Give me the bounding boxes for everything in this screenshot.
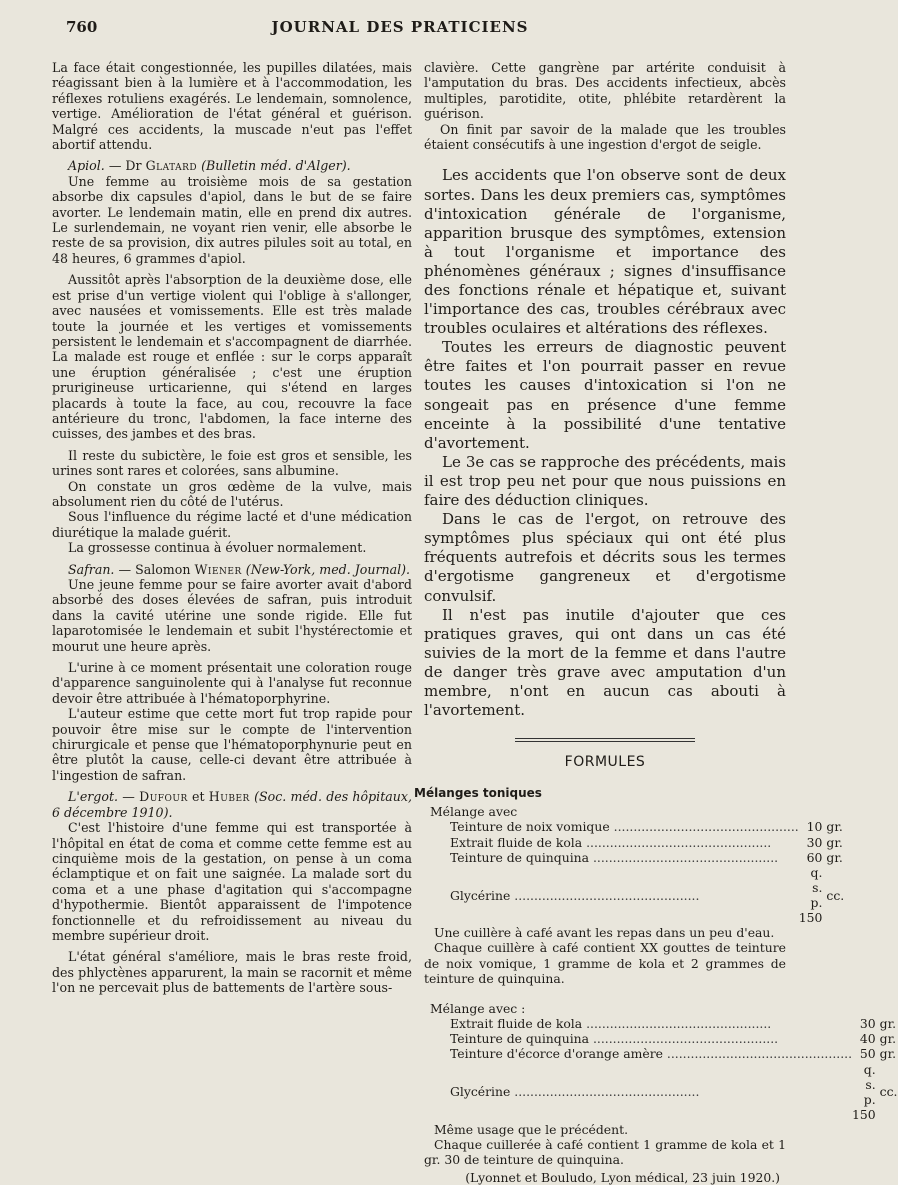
ergot-heading	[52, 789, 412, 820]
paragraph: La grossesse continua à évoluer normalement.	[68, 540, 367, 556]
ingredient-name: Extrait fluide de kola	[450, 834, 583, 850]
paragraph: La face était congestionnée, les pupilles dilatées, mais réagissant bien à la lumière et à l'accommodation, les réflexes rotuliens exagérés. Le lendemain, somnolence, vertige. Amélioration de l'état général et guérison. Malgré ces accidents, la muscade n'eut pas l'effet abortif attendu.	[52, 60, 412, 153]
author-prefix: — Dr	[108, 158, 142, 174]
mixture-label: Mélange avec :	[430, 1000, 526, 1016]
ingredient-qty: 60	[806, 849, 823, 865]
author-name: Dufour	[139, 789, 188, 805]
table-row	[450, 850, 844, 865]
paragraph: Une femme au troisième mois de sa gestation absorbe dix capsules d'apiol, dans le but de se faire avorter. Le lendemain matin, elle en prend dix autres. Le surlendemain, ne voyant rien venir, elle absorbe le reste de sa provision, dix autres pilules soit au total, en 48 heures, 6 grammes d'apiol.	[52, 173, 412, 266]
formula-source: (Lyonnet et Bouludo, Lyon médical, 23 juin 1920.)	[465, 1169, 780, 1185]
formules-title: FORMULES	[564, 754, 646, 771]
paragraph: clavière. Cette gangrène par artérite conduisit à l'amputation du bras. Des accidents infectieux, abcès multiples, parotidite, otite, phlébite retardèrent la guérison.	[424, 60, 786, 122]
table-row	[450, 865, 844, 925]
ingredient-name: Glycérine	[450, 887, 511, 903]
author-name: Huber	[208, 789, 250, 805]
table-row	[450, 819, 844, 834]
ingredient-qty: 10	[806, 819, 823, 835]
ingredient-table	[450, 819, 844, 925]
paragraph: L'état général s'améliore, mais le bras reste froid, des phlyctènes apparurent, la main se racornit et même l'on ne percevait plus de battements de l'artère sous-	[52, 949, 412, 996]
section-title: Safran.	[68, 561, 115, 577]
table-row	[450, 1046, 898, 1061]
paragraph: Il reste du subictère, le foie est gros et sensible, les urines sont rares et colorées, sans albumine.	[52, 447, 412, 479]
ingredient-qty: q. s. p. 150	[798, 865, 823, 926]
usage-note: Une cuillère à café avant les repas dans un peu d'eau.	[434, 925, 775, 941]
paragraph: Il n'est pas inutile d'ajouter que ces pratiques graves, qui ont dans un cas été suivies de la mort de la femme et dans l'autre de danger très grave avec amputation d'un membre, n'ont en aucun cas abouti à l'avortement.	[424, 605, 786, 720]
ingredient-table	[450, 1016, 898, 1122]
right-column	[414, 60, 898, 1185]
paragraph: Aussitôt après l'absorption de la deuxième dose, elle est prise d'un vertige violent qui l'oblige à s'allonger, avec nausées et vomissements. Elle est très malade toute la journée et les vertiges et vomissements persistent le lendemain et s'accompagnent de diarrhée. La malade est rouge et enflée : sur le corps apparaît une éruption généralisée ; c'est une éruption prurigineuse urticarienne, qui s'étend en larges placards à toute la face, au cou, recouvre la face antérieure du tronc, l'abdomen, la face interne des cuisses, des jambes et des bras.	[52, 272, 412, 442]
formula-subtitle: Mélanges toniques	[414, 786, 542, 801]
ingredient-unit: gr.	[879, 1015, 897, 1031]
ingredient-name: Teinture de noix vomique	[450, 819, 610, 835]
usage-note: Même usage que le précédent.	[434, 1121, 629, 1137]
ingredient-name: Teinture d'écorce d'orange amère	[450, 1046, 663, 1062]
source-citation: (New-York, med. Journal).	[245, 561, 411, 577]
author-prefix: —	[122, 789, 135, 805]
ingredient-unit: gr.	[826, 819, 843, 835]
table-row	[450, 1031, 898, 1046]
ingredient-qty: 40	[859, 1031, 876, 1047]
paragraph: On finit par savoir de la malade que les troubles étaient consécutifs à une ingestion d'ergot de seigle.	[424, 121, 786, 153]
apiol-heading	[52, 158, 412, 173]
ingredient-unit: gr.	[826, 849, 843, 865]
ingredient-qty: 50	[859, 1046, 876, 1062]
paragraph: Dans le cas de l'ergot, on retrouve des symptômes plus spéciaux qui ont été plus fréquents autrefois et décrits sous les termes d'ergotisme gangreneux et d'ergotisme convulsif.	[424, 510, 786, 605]
ingredient-qty: 30	[806, 834, 823, 850]
section-title: Apiol.	[68, 158, 105, 174]
section-divider	[515, 738, 695, 742]
table-row	[450, 1062, 898, 1122]
paragraph: Le 3e cas se rapproche des précédents, mais il est trop peu net pour que nous puissions en faire des déduction cliniques.	[424, 452, 786, 510]
paragraph: On constate un gros œdème de la vulve, mais absolument rien du côté de l'utérus.	[52, 478, 412, 509]
table-row	[450, 834, 844, 849]
composition-note: Chaque cuillerée à café contient 1 gramme de kola et 1 gr. 30 de teinture de quinquina.	[424, 1136, 786, 1168]
ingredient-unit: cc.	[879, 1084, 898, 1100]
ingredient-unit: gr.	[879, 1031, 897, 1047]
paragraph: Une jeune femme pour se faire avorter avait d'abord absorbé des doses élevées de safran, puis introduit dans la cavité utérine une sonde rigide. Elle fut laparotomisée le lendemain et subit l'hystérectomie et mourut une heure après.	[52, 577, 412, 654]
mixture-label: Mélange avec	[430, 804, 518, 820]
composition-note: Chaque cuillère à café contient XX gouttes de teinture de noix vomique, 1 gramme de kola et 2 grammes de teinture de quinquina.	[424, 940, 786, 987]
paragraph: L'auteur estime que cette mort fut trop rapide pour pouvoir être mise sur le compte de l'intervention chirurgicale et pense que l'hématoporphynurie peut en être plutôt la cause, celle-ci devant être attribuée à l'ingestion de safran.	[52, 706, 412, 783]
source-citation: (Soc. méd. des hôpitaux, 6 décembre 1910).	[52, 789, 412, 820]
ingredient-qty: q. s. p. 150	[852, 1061, 876, 1122]
page-number: 760	[66, 18, 98, 36]
safran-heading	[52, 562, 412, 577]
ingredient-name: Glycérine	[450, 1084, 511, 1100]
author-name: Wiener	[194, 561, 242, 577]
ingredient-unit: cc.	[826, 887, 845, 903]
page-header	[0, 14, 800, 48]
ingredient-qty: 30	[859, 1015, 876, 1031]
paragraph: Sous l'influence du régime lacté et d'une médication diurétique la malade guérit.	[52, 509, 412, 540]
author-name: Glatard	[145, 158, 198, 174]
author-prefix: — Salomon	[118, 561, 191, 577]
paragraph: Toutes les erreurs de diagnostic peuvent être faites et l'on pourrait passer en revue toutes les causes d'intoxication si l'on ne songeait pas en présence d'une femme enceinte à la possibilité d'une tentative d'avortement.	[424, 338, 786, 452]
ingredient-name: Extrait fluide de kola	[450, 1015, 583, 1031]
journal-title: JOURNAL DES PRATICIENS	[271, 18, 529, 36]
section-title: L'ergot.	[68, 789, 119, 805]
ingredient-name: Teinture de quinquina	[450, 1031, 590, 1047]
table-row	[450, 1016, 898, 1031]
ingredient-unit: gr.	[879, 1046, 897, 1062]
paragraph: L'urine à ce moment présentait une coloration rouge d'apparence sanguinolente qui à l'analyse fut reconnue devoir être attribuée à l'hématoporphyrine.	[52, 660, 412, 706]
discussion-block	[424, 166, 786, 720]
conjunction: et	[192, 789, 205, 805]
ingredient-name: Teinture de quinquina	[450, 849, 590, 865]
paragraph: C'est l'histoire d'une femme qui est transportée à l'hôpital en état de coma et comme cette femme est au cinquième mois de la gestation, on pense à un coma éclamptique et on fait une saignée. La malade sort du coma et a une phase d'agitation qui s'accompagne d'hypothermie. Bientôt apparaissent de l'impotence fonctionnelle et du refroidissement au niveau du membre supérieur droit.	[52, 820, 412, 943]
source-citation: (Bulletin méd. d'Alger).	[201, 158, 351, 174]
paragraph: Les accidents que l'on observe sont de deux sortes. Dans les deux premiers cas, symptômes d'intoxication générale de l'organisme, apparition brusque des symptômes, extension à tout l'organisme et importance des phénomènes généraux ; signes d'insuffisance des fonctions rénale et hépatique et, suivant l'importance des cas, troubles cérébraux avec troubles oculaires et altérations des réflexes.	[424, 166, 786, 338]
ingredient-unit: gr.	[826, 834, 843, 850]
left-column	[52, 60, 412, 996]
